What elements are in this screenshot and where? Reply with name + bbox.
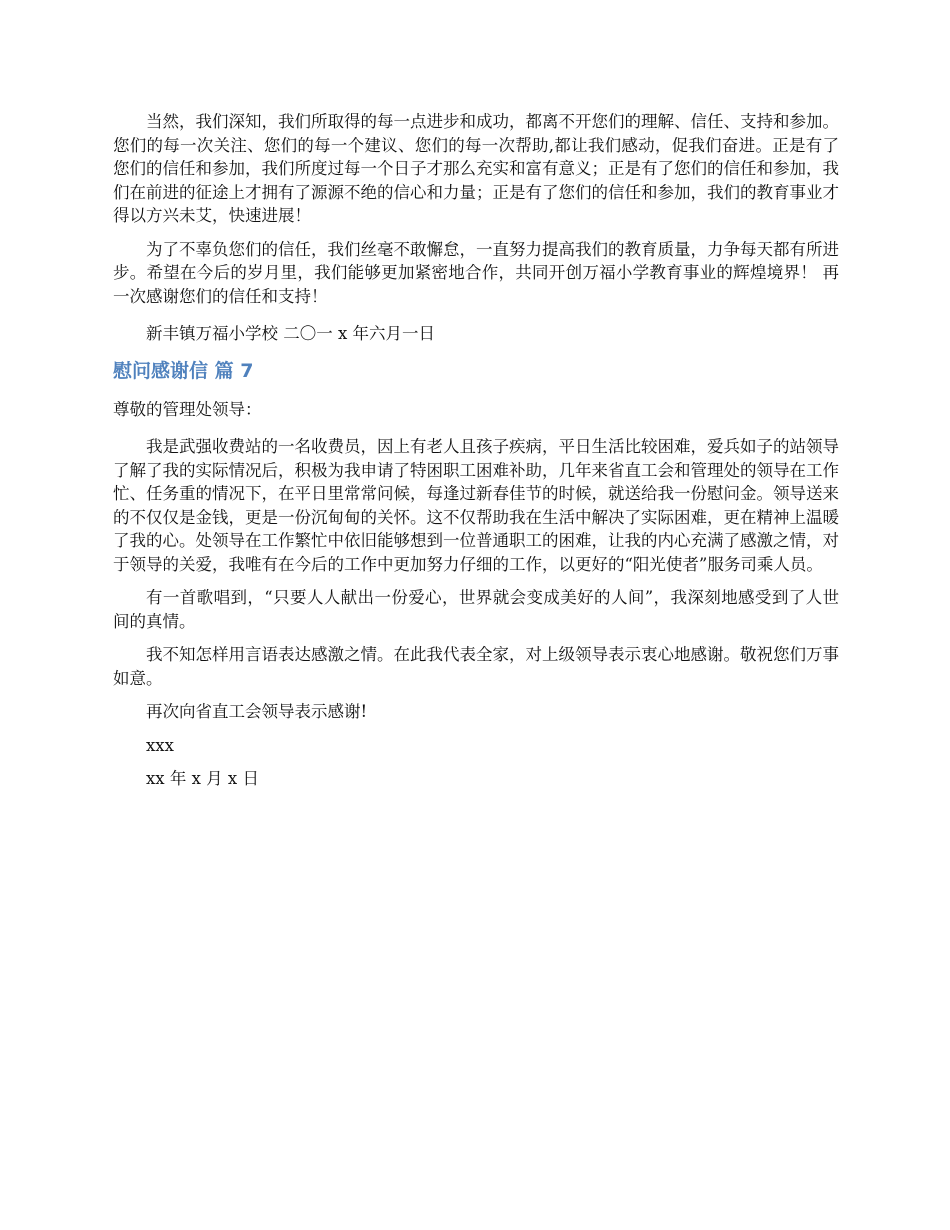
body-paragraph: 我是武强收费站的一名收费员，因上有老人且孩子疾病，平日生活比较困难，爱兵如子的站领导了解了我的实际情况后，积极为我申请了特困职工困难补助，几年来省直工会和管理处的领导在工作忙、任务重的情况下，在平日里常常问候，每逢过新春佳节的时候，就送给我一份慰问金。领导送来的不仅仅是金钱，更是一份沉甸甸的关怀。这不仅帮助我在生活中解决了实际困难，更在精神上温暖了我的心。处领导在工作繁忙中依旧能够想到一位普通职工的困难，让我的内心充满了感激之情，对于领导的关爱，我唯有在今后的工作中更加努力仔细的工作，以更好的“阳光使者”服务司乘人员。 (113, 437, 839, 574)
closing-thanks: 再次向省直工会领导表示感谢! (146, 702, 368, 721)
body-paragraph: 为了不辜负您们的信任，我们丝毫不敢懈怠，一直努力提高我们的教育质量，力争每天都有所进步。希望在今后的岁月里，我们能够更加紧密地合作，共同开创万福小学教育事业的辉煌境界！ 再一次感谢您们的信任和支持！ (113, 239, 839, 306)
signer-name: xxx (146, 735, 174, 755)
school-signature: 新丰镇万福小学校 二〇一 x 年六月一日 (146, 324, 436, 343)
letter-date: xx 年 x 月 x 日 (146, 769, 259, 788)
body-paragraph: 我不知怎样用言语表达感激之情。在此我代表全家，对上级领导表示衷心地感谢。敬祝您们万事如意。 (113, 645, 839, 688)
body-paragraph: 当然，我们深知，我们所取得的每一点进步和成功，都离不开您们的理解、信任、支持和参加。您们的每一次关注、您们的每一个建议、您们的每一次帮助,都让我们感动，促我们奋进。正是有了您们的信任和参加，我们所度过每一个日子才那么充实和富有意义；正是有了您们的信任和参加，我们在前进的征途上才拥有了源源不绝的信心和力量；正是有了您们的信任和参加，我们的教育事业才得以方兴未艾，快速进展！ (113, 112, 839, 225)
salutation: 尊敬的管理处领导： (113, 399, 262, 419)
section-heading: 慰问感谢信 篇 7 (113, 359, 254, 382)
body-paragraph: 有一首歌唱到，“只要人人献出一份爱心，世界就会变成美好的人间”，我深刻地感受到了人世间的真情。 (113, 588, 839, 631)
document-page (113, 110, 839, 801)
